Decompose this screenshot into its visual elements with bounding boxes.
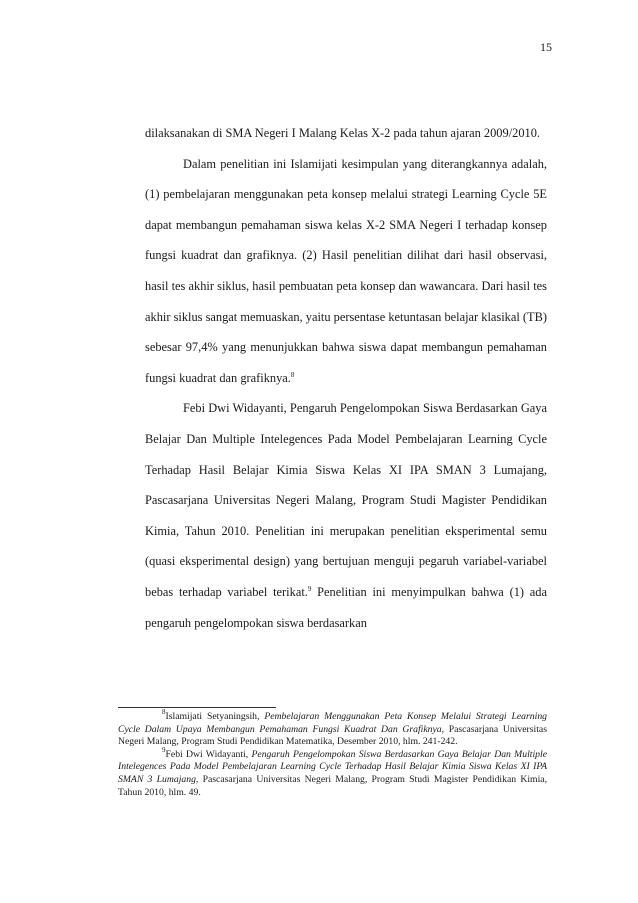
text-run: Islamijati Setyaningsih, [165, 711, 265, 722]
paragraph [145, 393, 547, 638]
text-run: Febi Dwi Widayanti, Pengaruh Pengelompokan Siswa Berdasarkan Gaya Belajar Dan Multiple Intelegences Pada Model Pembelajaran Learning Cycle Terhadap Hasil Belajar Kimia Siswa Kelas XI IPA SMAN 3 Lumajang, Pascasarjana Universitas Negeri Malang, Program Studi Magister Pendidikan Kimia, Tahun 2010. Penelitian ini merupakan penelitian eksperimental semu (quasi eksperimental design) yang bertujuan menguji pegaruh variabel-variabel bebas terhadap variabel terikat. [145, 401, 547, 599]
text-run: Febi Dwi Widayanti, [165, 748, 252, 760]
italic-title: Pembelajaran Menggunakan Peta Konsep Melalui Strategi Learning Cycle Dalam Upaya Membangun Pemahaman Fungsi Kuadrat Dan Grafiknya [118, 711, 548, 735]
footnote-ref: 9 [162, 745, 166, 754]
footnote-ref: 9 [307, 584, 312, 593]
text-run: dilaksanakan di SMA Negeri I Malang Kelas X-2 pada tahun ajaran 2009/2010. [145, 126, 541, 140]
page-number: 15 [540, 40, 552, 54]
italic-title: Pengaruh Pengelompokan Siswa Berdasarkan Gaya Belajar Dan Multiple Intelegences Pada Model Pembelajaran Learning Cycle Terhadap Hasil Belajar Kimia Siswa Kelas XI IPA SMAN 3 Lumajang [118, 748, 547, 785]
footnote [118, 745, 547, 799]
footnote-ref: 8 [162, 708, 166, 716]
footnote-separator [118, 707, 276, 708]
footnote [118, 708, 548, 749]
paragraph [145, 118, 547, 149]
text-run: Dalam penelitian ini Islamijati kesimpulan yang diterangkannya adalah, (1) pembelajaran menggunakan peta konsep melalui strategi Learning Cycle 5E dapat membangun pemahaman siswa kelas X-2 SMA Negeri I terhadap konsep fungsi kuadrat dan grafiknya. (2) Hasil penelitian dilihat dari hasil observasi, hasil tes akhir siklus, hasil pembuatan peta konsep dan wawancara. Dari hasil tes akhir siklus sangat memuaskan, yaitu persentase ketuntasan belajar klasikal (TB) sebesar 97,4% yang menunjukkan bahwa siswa dapat membangun pemahaman fungsi kuadrat dan grafiknya. [145, 156, 547, 385]
footnotes [118, 708, 548, 799]
text-run: Penelitian ini menyimpulkan bahwa (1) ada pengaruh pengelompokan siswa berdasarkan [145, 584, 547, 630]
footnote-ref: 8 [290, 370, 295, 379]
paragraph [145, 149, 547, 394]
text-run: , Pascasarjana Universitas Negeri Malang, Program Studi Magister Pendidikan Kimia, Tahun 2010, hlm. 49. [118, 773, 547, 798]
text-run: , Pascasarjana Universitas Negeri Malang, Program Studi Pendidikan Matematika, Desember 2010, hlm. 241-242. [118, 723, 547, 748]
body-text [145, 118, 547, 638]
